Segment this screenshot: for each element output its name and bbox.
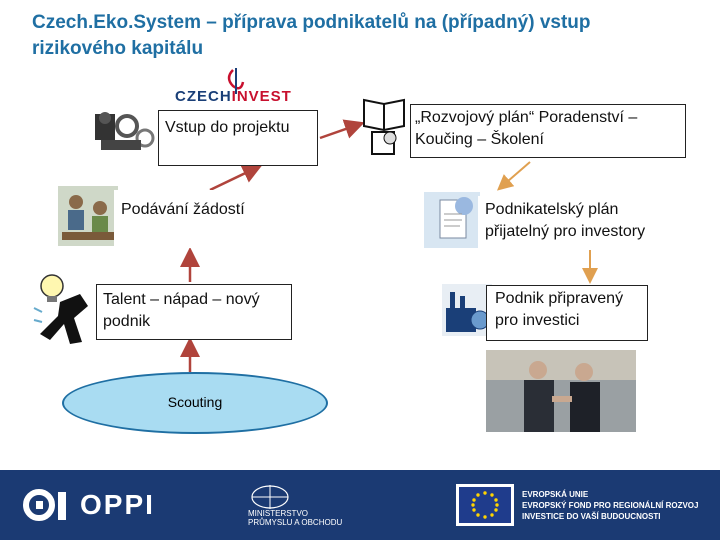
meeting-gears-icon [93, 108, 155, 154]
arrow-development-to-plan [500, 162, 530, 188]
book-person-icon [360, 94, 410, 158]
oppi-logo-icon [22, 488, 72, 524]
arrow-entry-to-development [320, 124, 360, 138]
scouting-label: Scouting [167, 394, 223, 410]
box-ready [486, 285, 648, 341]
lightbulb-runner-icon [30, 272, 96, 348]
eu-line3: INVESTICE DO VAŠÍ BUDOUCNOSTI [522, 512, 661, 521]
entry-label: Vstup do projektu [165, 119, 290, 136]
ministry-logo [248, 483, 358, 529]
eu-line2: EVROPSKÝ FOND PRO REGIONÁLNÍ ROZVOJ [522, 501, 699, 510]
ready-label: Podnik připravený pro investici [495, 290, 624, 329]
oppi-label: OPPI [80, 489, 155, 520]
office-people-icon [58, 186, 118, 246]
slide-title: Czech.Eko.System – příprava podnikatelů na (případný) vstup rizikového kapitálu [32, 12, 591, 59]
arrow-applications-to-entry [210, 167, 258, 190]
logo-czech: CZECH [175, 88, 232, 105]
eu-text-block [522, 489, 698, 522]
scouting-oval [62, 372, 328, 434]
document-icon [424, 192, 480, 248]
handshake-photo [486, 350, 636, 432]
box-business-plan [478, 196, 678, 250]
eu-line1: EVROPSKÁ UNIE [522, 490, 589, 499]
ministry-line2: PRŮMYSLU A OBCHODU [248, 518, 343, 527]
eu-flag-icon [459, 487, 511, 523]
business-plan-label: Podnikatelský plán přijatelný pro investory [485, 201, 646, 240]
development-label: „Rozvojový plán“ Poradenství – Koučing – Školení [415, 109, 638, 148]
talent-label: Talent – nápad – nový podnik [103, 291, 260, 330]
box-entry [158, 110, 318, 166]
box-applications [114, 190, 270, 248]
applications-label: Podávání žádostí [121, 201, 245, 218]
ministry-line1: MINISTERSTVO [248, 509, 309, 518]
factory-globe-icon [442, 284, 492, 336]
box-talent [96, 284, 292, 340]
logo-invest: INVEST [231, 88, 292, 105]
eu-flag-frame [456, 484, 514, 526]
box-development [410, 104, 686, 158]
ministry-globe-icon [248, 483, 292, 509]
